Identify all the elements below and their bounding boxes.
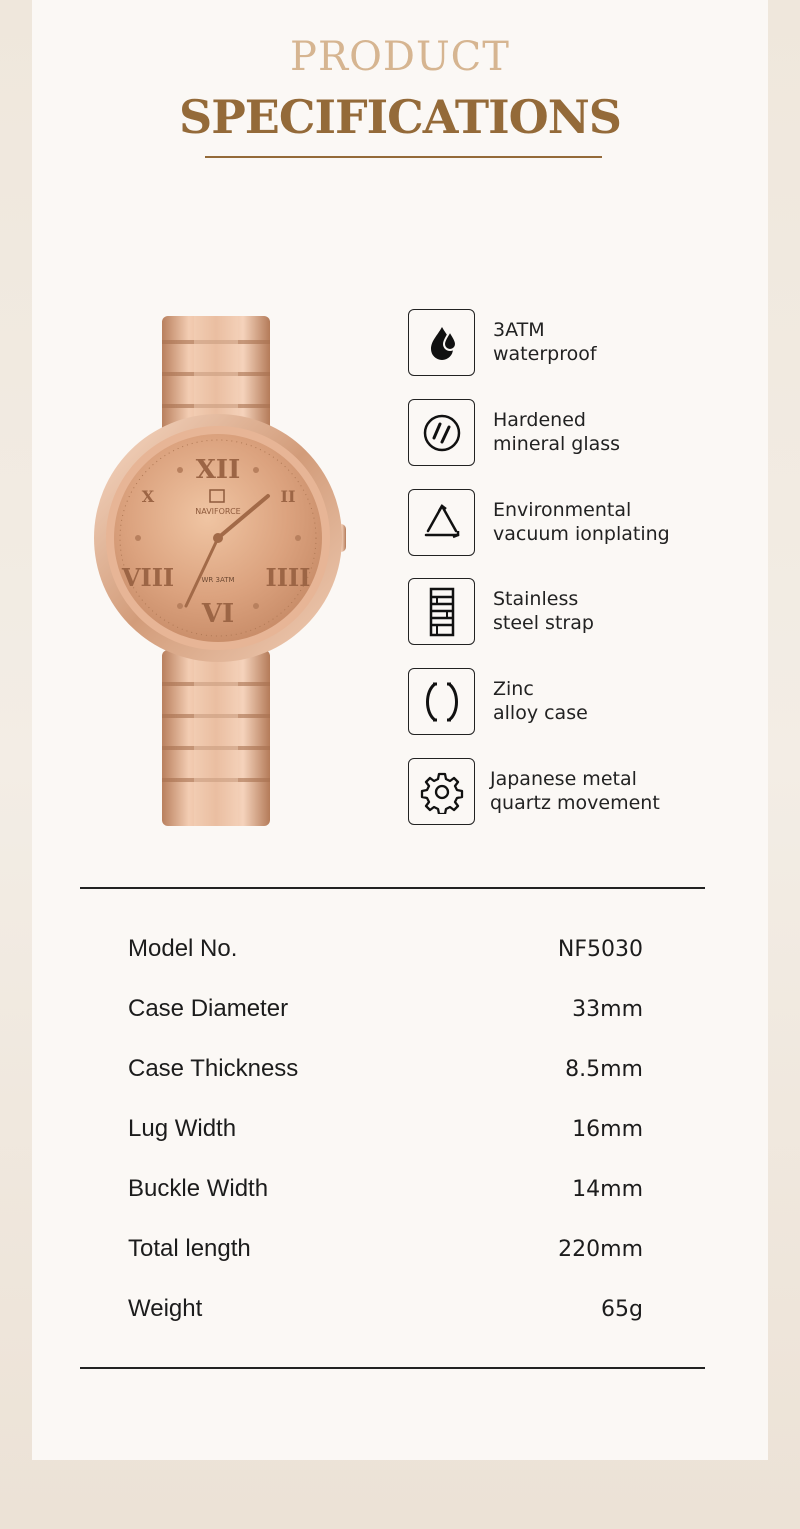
feature-waterproof <box>408 309 768 376</box>
feature-movement <box>408 758 768 825</box>
svg-text:VI: VI <box>201 599 235 629</box>
spec-row-thickness <box>128 1049 643 1089</box>
feature-line1: Hardened <box>493 409 586 431</box>
spec-value: 16mm <box>572 1116 643 1142</box>
spec-value: 65g <box>601 1296 643 1322</box>
spec-label: Total length <box>128 1235 251 1262</box>
spec-row-diameter <box>128 989 643 1029</box>
gear-icon <box>408 758 475 825</box>
feature-line2: alloy case <box>493 702 588 724</box>
feature-case <box>408 668 768 735</box>
svg-text:II: II <box>280 487 296 506</box>
bracelet-bottom <box>162 650 270 826</box>
feature-line1: Japanese metal <box>490 768 637 790</box>
spec-row-model <box>128 929 643 969</box>
spec-label: Lug Width <box>128 1115 237 1142</box>
water-drop-icon <box>408 309 475 376</box>
spec-row-weight <box>128 1289 643 1329</box>
feature-line2: mineral glass <box>493 433 621 455</box>
spec-row-lug <box>128 1109 643 1149</box>
feature-line1: Zinc <box>493 678 534 700</box>
dial-text: WR 3ATM <box>201 576 235 584</box>
spec-value: 33mm <box>572 996 643 1022</box>
spec-value: NF5030 <box>557 936 643 962</box>
spec-value: 220mm <box>558 1236 643 1262</box>
feature-line2: steel strap <box>493 612 594 634</box>
divider-top <box>80 887 705 889</box>
feature-ionplating <box>408 489 768 556</box>
title-underline <box>205 156 602 158</box>
svg-text:X: X <box>141 487 155 506</box>
feature-line2: vacuum ionplating <box>493 523 670 545</box>
svg-text:XII: XII <box>195 455 241 485</box>
recycle-icon <box>408 489 475 556</box>
feature-glass <box>408 399 768 466</box>
spec-label: Weight <box>128 1295 203 1322</box>
spec-row-buckle <box>128 1169 643 1209</box>
svg-text:VIII: VIII <box>121 563 175 592</box>
title-specifications: SPECIFICATIONS <box>178 90 622 144</box>
feature-line2: quartz movement <box>490 792 660 814</box>
case-icon <box>408 668 475 735</box>
title-product: PRODUCT <box>290 34 510 80</box>
feature-line1: Stainless <box>493 588 579 610</box>
spec-label: Buckle Width <box>128 1175 269 1202</box>
feature-line2: waterproof <box>493 343 597 365</box>
divider-bottom <box>80 1367 705 1369</box>
feature-line1: 3ATM <box>493 319 545 341</box>
spec-value: 14mm <box>572 1176 643 1202</box>
spec-label: Case Thickness <box>128 1055 299 1082</box>
spec-label: Model No. <box>128 935 238 962</box>
spec-label: Case Diameter <box>128 995 289 1022</box>
glass-icon <box>408 399 475 466</box>
feature-line1: Environmental <box>493 499 632 521</box>
brand-logo: NAVIFORCE <box>195 507 241 516</box>
spec-value: 8.5mm <box>565 1056 643 1082</box>
strap-icon <box>408 578 475 645</box>
watch-image <box>90 310 360 830</box>
feature-strap <box>408 578 768 645</box>
svg-text:IIII: IIII <box>265 563 311 592</box>
spec-row-length <box>128 1229 643 1269</box>
